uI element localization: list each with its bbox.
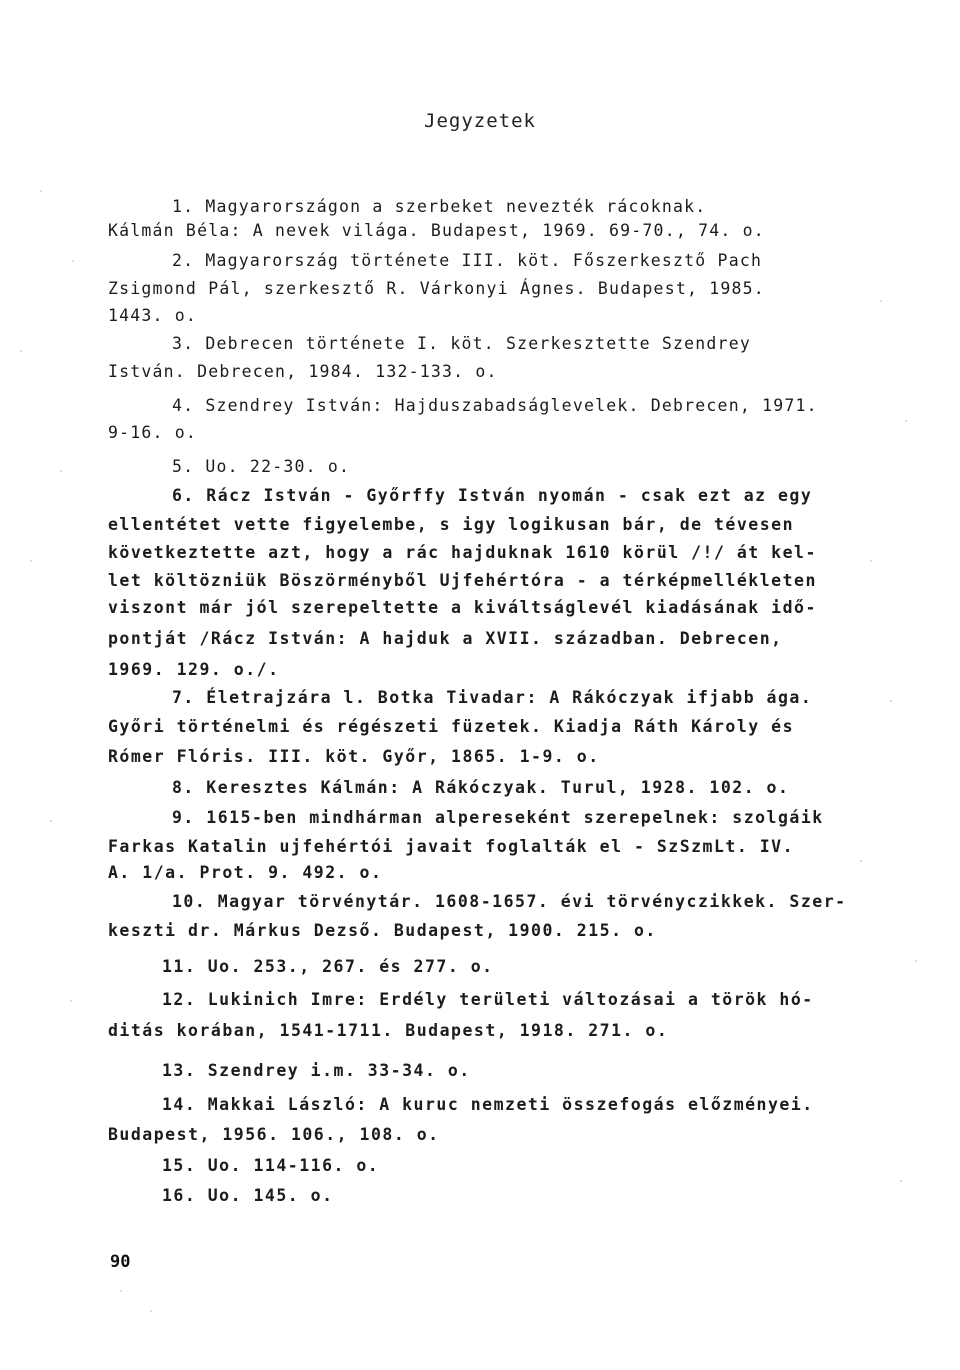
scan-speck	[70, 1000, 72, 1002]
scan-speck	[120, 1290, 122, 1292]
note-line: A. 1/a. Prot. 9. 492. o.	[108, 863, 383, 882]
scan-speck	[880, 300, 882, 302]
page-number: 90	[110, 1252, 131, 1272]
note-line: 8. Keresztes Kálmán: A Rákóczyak. Turul, 1928. 102. o.	[172, 778, 790, 797]
note-line: pontját /Rácz István: A hajduk a XVII. században. Debrecen,	[108, 629, 783, 648]
scan-speck	[890, 700, 892, 702]
scan-speck	[900, 1180, 902, 1182]
note-line: István. Debrecen, 1984. 132-133. o.	[108, 362, 498, 381]
note-line: 4. Szendrey István: Hajduszabadságlevelek. Debrecen, 1971.	[172, 396, 818, 415]
scan-speck	[150, 1310, 152, 1312]
note-line: ditás korában, 1541-1711. Budapest, 1918. 271. o.	[108, 1021, 669, 1040]
note-line: Zsigmond Pál, szerkesztő R. Várkonyi Ágnes. Budapest, 1985.	[108, 279, 765, 298]
note-line: 2. Magyarország története III. köt. Főszerkesztő Pach	[172, 251, 763, 270]
page-title: Jegyzetek	[424, 110, 536, 132]
note-line: let költözniük Böszörményből Ujfehértóra - a térképmellékleten	[108, 571, 817, 590]
note-line: 12. Lukinich Imre: Erdély területi változásai a török hó-	[162, 990, 814, 1009]
scan-speck	[20, 350, 22, 352]
scan-speck	[50, 820, 52, 822]
note-line: következtette azt, hogy a rác hajduknak 1610 körül /!/ át kel-	[108, 543, 817, 562]
note-line: 3. Debrecen története I. köt. Szerkesztette Szendrey	[172, 334, 751, 353]
scan-speck	[860, 860, 862, 862]
note-line: Kálmán Béla: A nevek világa. Budapest, 1969. 69-70., 74. o.	[108, 221, 765, 240]
scan-speck	[60, 470, 62, 472]
note-line: 1443. o.	[108, 306, 198, 325]
note-line: 10. Magyar törvénytár. 1608-1657. évi törvényczikkek. Szer-	[172, 892, 847, 911]
note-line: 11. Uo. 253., 267. és 277. o.	[162, 957, 494, 976]
scan-speck	[30, 560, 32, 562]
note-line: Győri történelmi és régészeti füzetek. Kiadja Ráth Károly és	[108, 717, 795, 736]
note-line: 5. Uo. 22-30. o.	[172, 457, 351, 476]
scan-speck	[905, 420, 907, 422]
note-line: 9. 1615-ben mindhárman alpereseként szerepelnek: szolgáik	[172, 808, 824, 827]
scan-speck	[40, 190, 42, 192]
note-line: 1969. 129. o./.	[108, 660, 280, 679]
note-line: 15. Uo. 114-116. o.	[162, 1156, 380, 1175]
note-line: keszti dr. Márkus Dezső. Budapest, 1900. 215. o.	[108, 921, 657, 940]
note-line: Rómer Flóris. III. köt. Győr, 1865. 1-9. o.	[108, 747, 600, 766]
note-line: Budapest, 1956. 106., 108. o.	[108, 1125, 440, 1144]
note-line: 9-16. o.	[108, 423, 198, 442]
note-line: ellentétet vette figyelembe, s igy logikusan bár, de tévesen	[108, 515, 795, 534]
scan-speck	[72, 260, 74, 262]
note-line: Farkas Katalin ujfehértói javait foglalták el - SzSzmLt. IV.	[108, 837, 795, 856]
note-line: 6. Rácz István - Győrffy István nyomán - csak ezt az egy	[172, 486, 813, 505]
note-line: 7. Életrajzára l. Botka Tivadar: A Rákóczyak ifjabb ága.	[172, 688, 813, 707]
note-line: 16. Uo. 145. o.	[162, 1186, 334, 1205]
note-line: 13. Szendrey i.m. 33-34. o.	[162, 1061, 471, 1080]
note-line: 1. Magyarországon a szerbeket nevezték rácoknak.	[172, 197, 707, 216]
scan-speck	[870, 560, 872, 562]
note-line: viszont már jól szerepeltette a kiváltságlevél kiadásának idő-	[108, 598, 817, 617]
note-line: 14. Makkai László: A kuruc nemzeti összefogás előzményei.	[162, 1095, 814, 1114]
scan-speck	[915, 960, 917, 962]
